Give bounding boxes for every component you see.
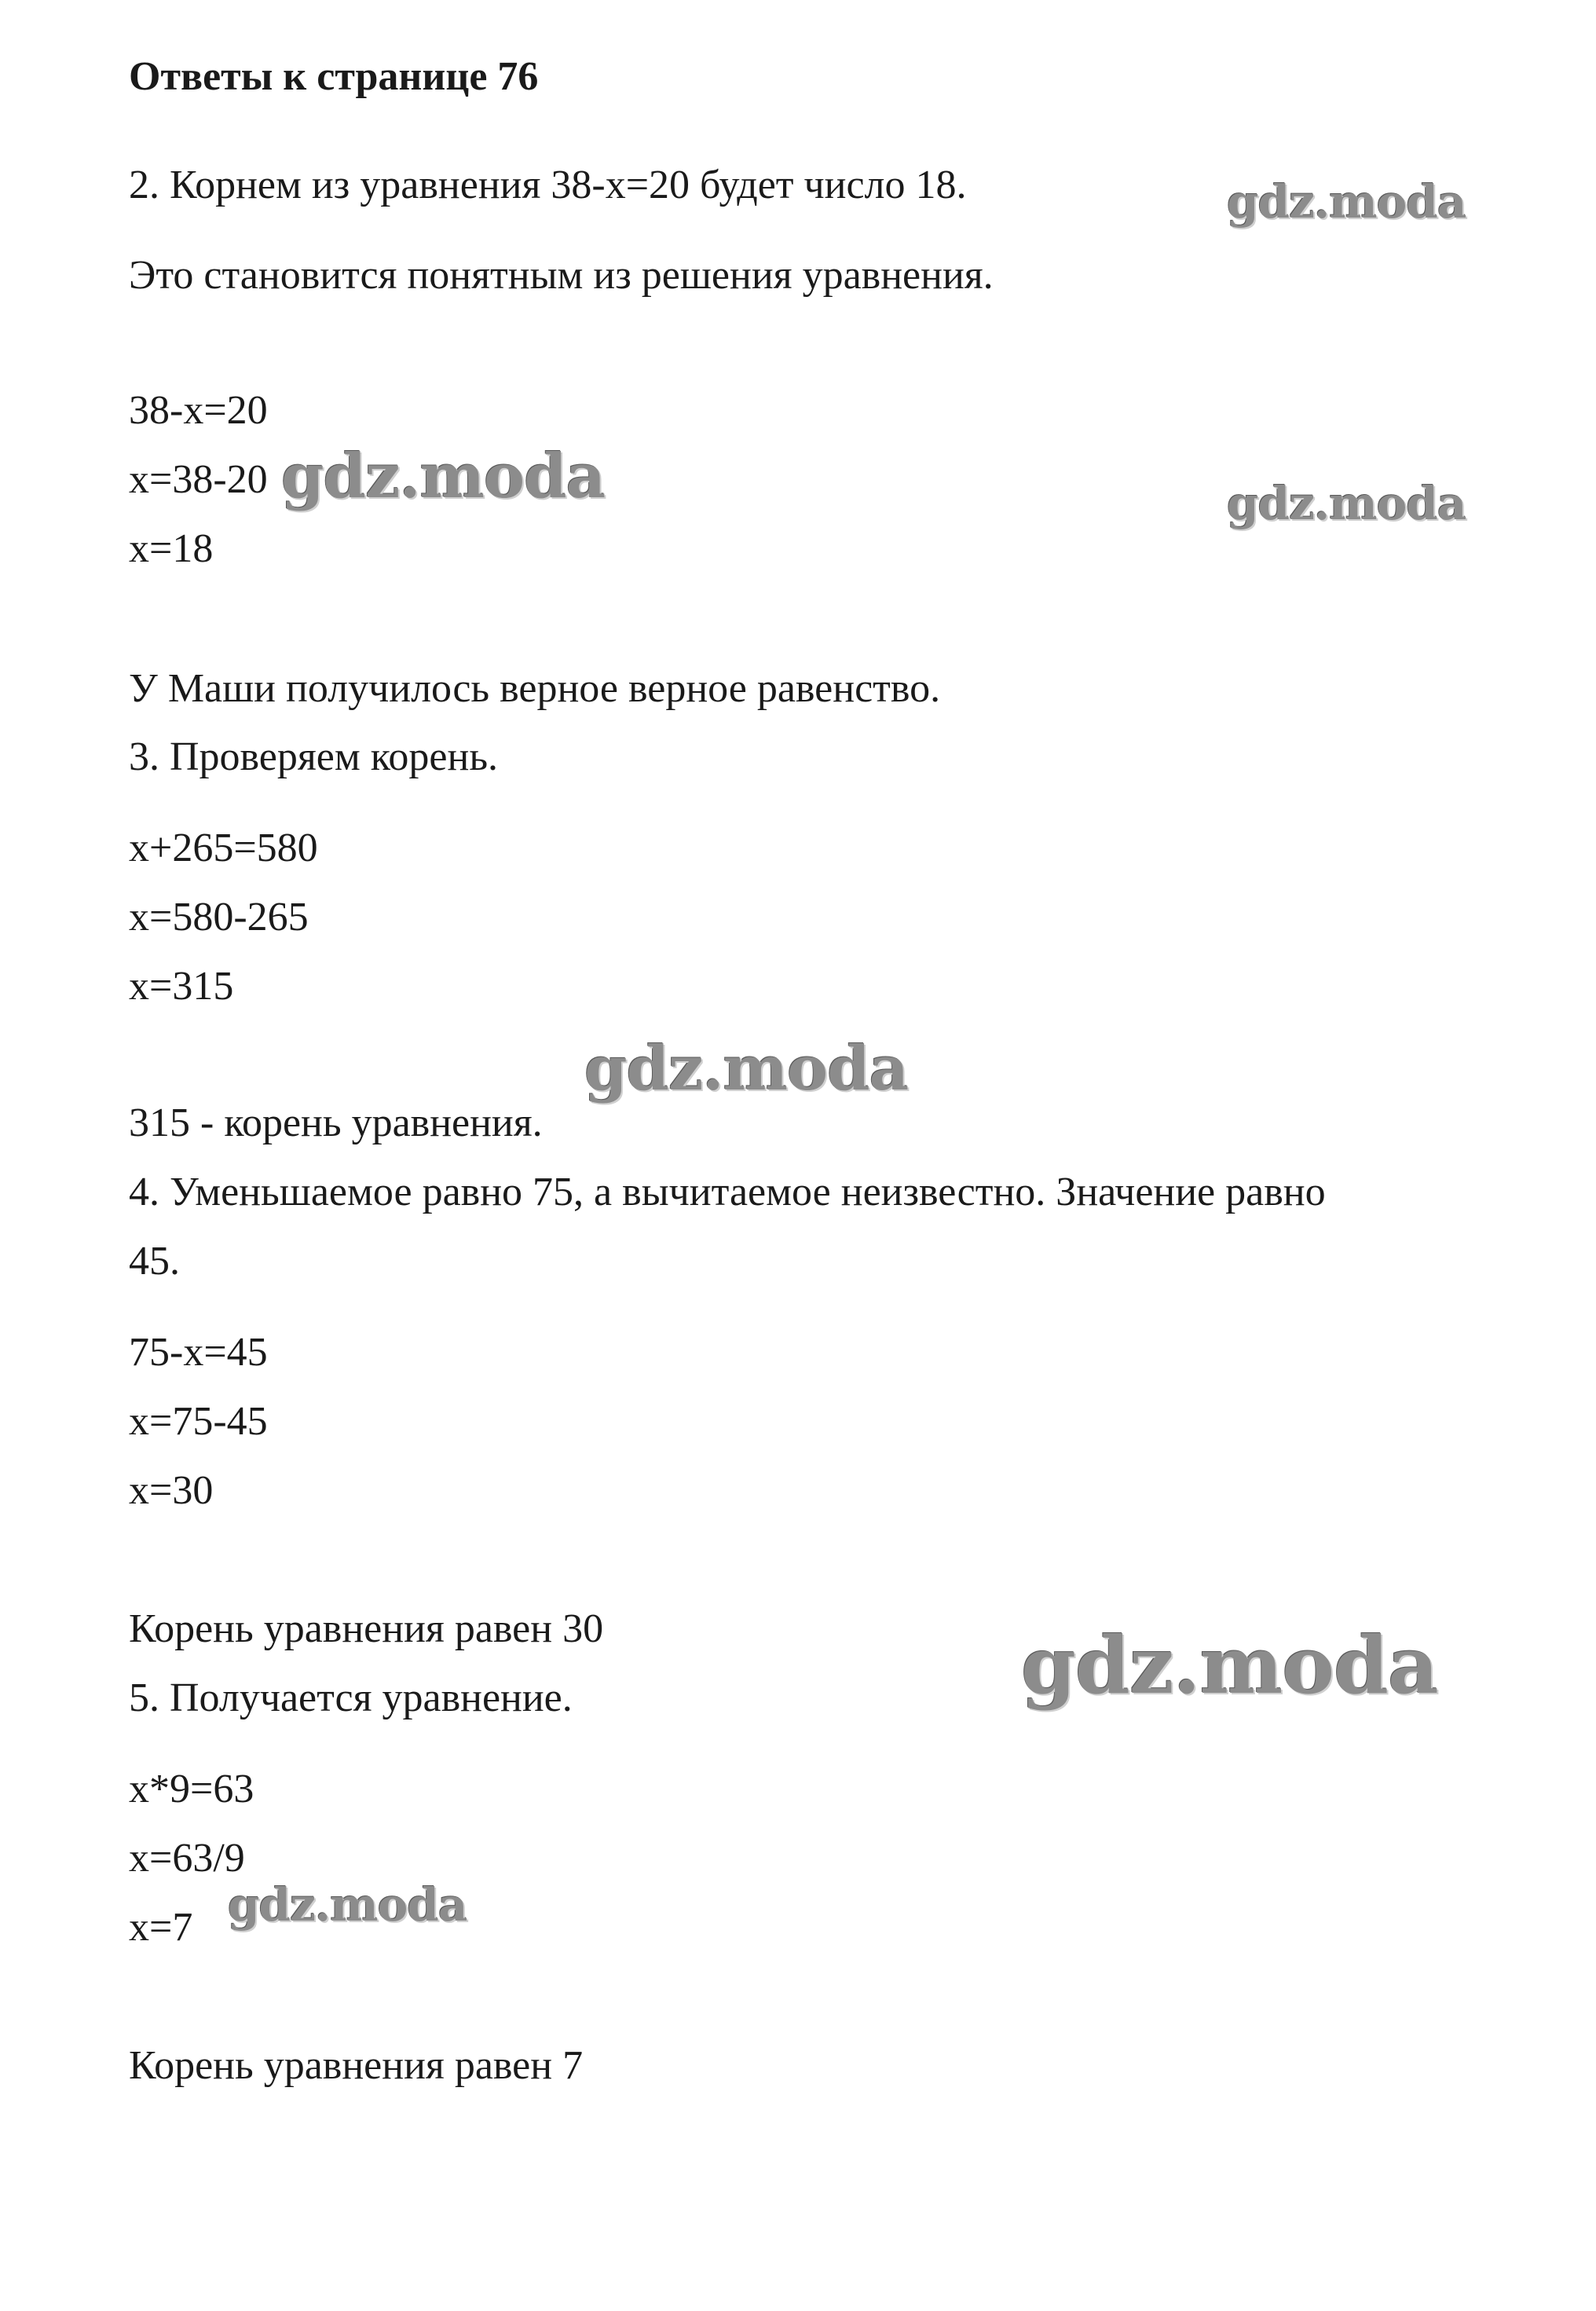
text-line: 45. [129,1239,180,1284]
watermark: gdz.moda [584,1033,909,1104]
equation-line: x=7 [129,1905,193,1950]
equation-line: 38-x=20 [129,388,268,433]
equation-line: x=18 [129,526,214,571]
text-line: Корень уравнения равен 7 [129,2043,584,2088]
equation-line: x=38-20 [129,457,268,502]
text-line: 5. Получается уравнение. [129,1676,573,1720]
text-line: 4. Уменьшаемое равно 75, а вычитаемое неизвестно. Значение равно [129,1170,1326,1214]
text-line: Это становится понятным из решения уравнения. [129,253,994,298]
watermark: gdz.moda [281,441,606,512]
equation-line: x+265=580 [129,826,318,870]
equation-line: x=315 [129,964,234,1009]
watermark: gdz.moda [1227,175,1466,229]
text-line: 2. Корнем из уравнения 38-x=20 будет число 18. [129,163,967,207]
equation-line: x=63/9 [129,1836,245,1881]
text-line: 315 - корень уравнения. [129,1101,543,1145]
equation-line: x=580-265 [129,895,309,939]
page-title: Ответы к странице 76 [129,54,539,99]
watermark: gdz.moda [1227,477,1466,530]
equation-line: 75-x=45 [129,1330,268,1375]
watermark: gdz.moda [1021,1619,1438,1712]
text-line: 3. Проверяем корень. [129,734,499,779]
text-line: Корень уравнения равен 30 [129,1606,604,1651]
equation-line: x=30 [129,1468,214,1513]
watermark: gdz.moda [228,1878,467,1932]
equation-line: x*9=63 [129,1767,254,1811]
equation-line: x=75-45 [129,1399,268,1444]
text-line: У Маши получилось верное верное равенство. [129,666,941,711]
